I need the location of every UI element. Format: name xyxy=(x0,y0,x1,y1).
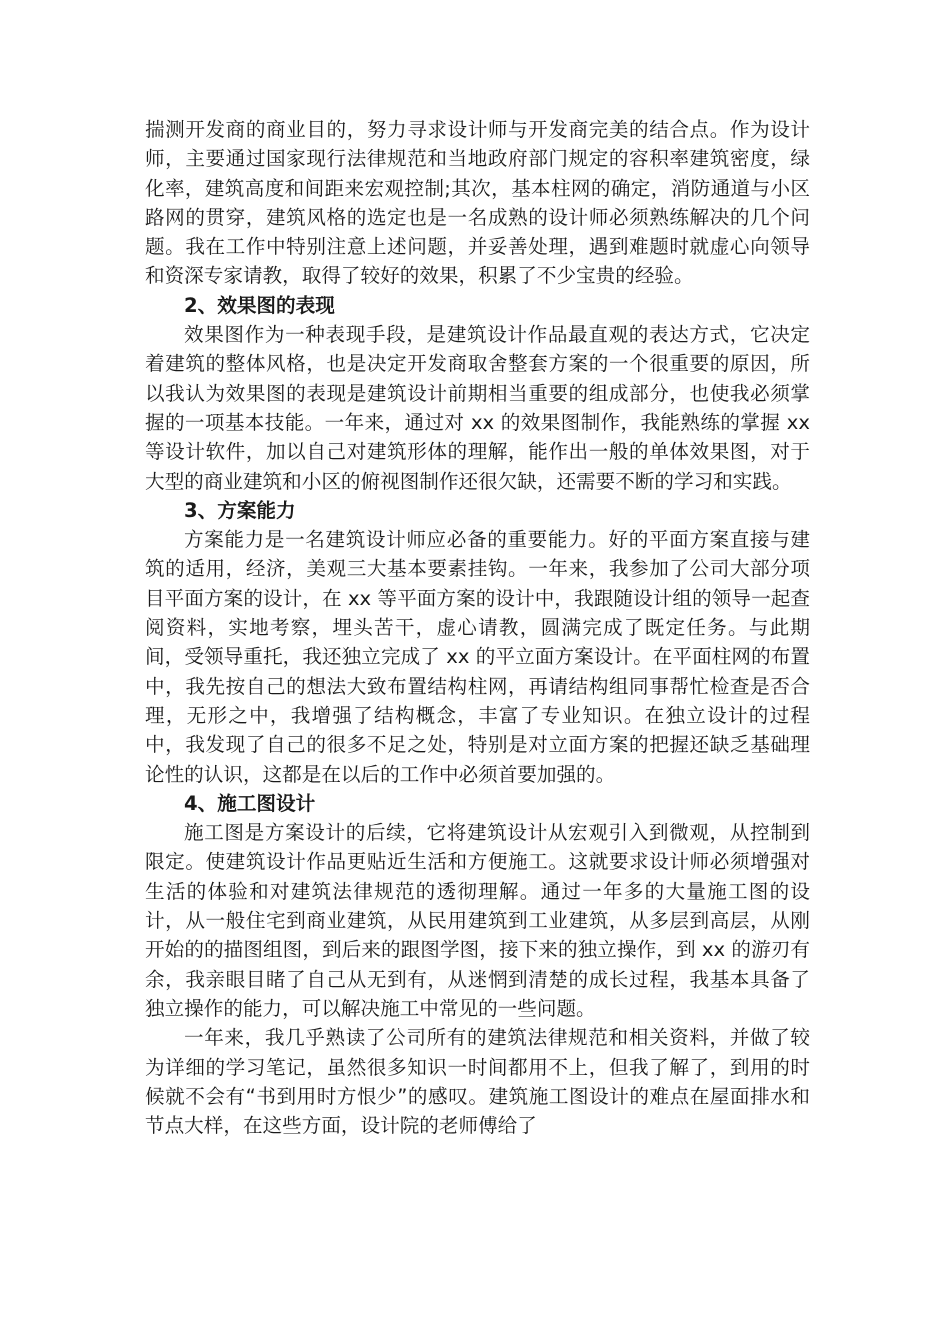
section-heading-construction-drawing: 4、施工图设计 xyxy=(184,791,316,815)
paragraph-regulations: 一年来，我几乎熟读了公司所有的建筑法律规范和相关资料，并做了较为详细的学习笔记，虽然很多知识一时间都用不上，但我了解了，到用的时候就不会有“书到用时方恨少”的感叹。建筑施工图设计的难点在屋面排水和节点大样，在这些方面，设计院的老师傅给了 xyxy=(145,1026,810,1138)
paragraph-scheme: 方案能力是一名建筑设计师应必备的重要能力。好的平面方案直接与建筑的适用，经济，美观三大基本要素挂钩。一年来，我参加了公司大部分项目平面方案的设计，在 xx 等平面方案的设计中，我跟随设计组的领导一起查阅资料，实地考察，埋头苦干，虚心请教，圆满完成了既定任务。与此期间，受领导重托，我还独立完成了 xx 的平立面方案设计。在平面柱网的布置中，我先按自己的想法大致布置结构柱网，再请结构组同事帮忙检查是否合理，无形之中，我增强了结构概念，丰富了专业知识。在独立设计的过程中，我发现了自己的很多不足之处，特别是对立面方案的把握还缺乏基础理论性的认识，这都是在以后的工作中必须首要加强的。 xyxy=(145,528,810,786)
section-heading-scheme: 3、方案能力 xyxy=(184,498,296,522)
paragraph-construction-drawing: 施工图是方案设计的后续，它将建筑设计从宏观引入到微观，从控制到限定。使建筑设计作品更贴近生活和方便施工。这就要求设计师必须增强对生活的体验和对建筑法律规范的透彻理解。通过一年多的大量施工图的设计，从一般住宅到商业建筑，从民用建筑到工业建筑，从多层到高层，从刚开始的的描图组图，到后来的跟图学图，接下来的独立操作，到 xx 的游刃有余，我亲眼目睹了自己从无到有，从迷惘到清楚的成长过程，我基本具备了独立操作的能力，可以解决施工中常见的一些问题。 xyxy=(145,821,810,1020)
paragraph-rendering: 效果图作为一种表现手段，是建筑设计作品最直观的表达方式，它决定着建筑的整体风格，也是决定开发商取舍整套方案的一个很重要的原因，所以我认为效果图的表现是建筑设计前期相当重要的组成部分，也使我必须掌握的一项基本技能。一年来，通过对 xx 的效果图制作，我能熟练的掌握 xx 等设计软件，加以自己对建筑形体的理解，能作出一般的单体效果图，对于大型的商业建筑和小区的俯视图制作还很欠缺，还需要不断的学习和实践。 xyxy=(145,323,810,493)
section-heading-rendering: 2、效果图的表现 xyxy=(184,293,335,317)
paragraph-intro-continued: 揣测开发商的商业目的，努力寻求设计师与开发商完美的结合点。作为设计师，主要通过国家现行法律规范和当地政府部门规定的容积率建筑密度，绿化率，建筑高度和间距来宏观控制;其次，基本柱网的确定，消防通道与小区路网的贯穿，建筑风格的选定也是一名成熟的设计师必须熟练解决的几个问题。我在工作中特别注意上述问题，并妥善处理，遇到难题时就虚心向领导和资深专家请教，取得了较好的效果，积累了不少宝贵的经验。 xyxy=(145,118,810,288)
document-body xyxy=(145,115,810,1140)
